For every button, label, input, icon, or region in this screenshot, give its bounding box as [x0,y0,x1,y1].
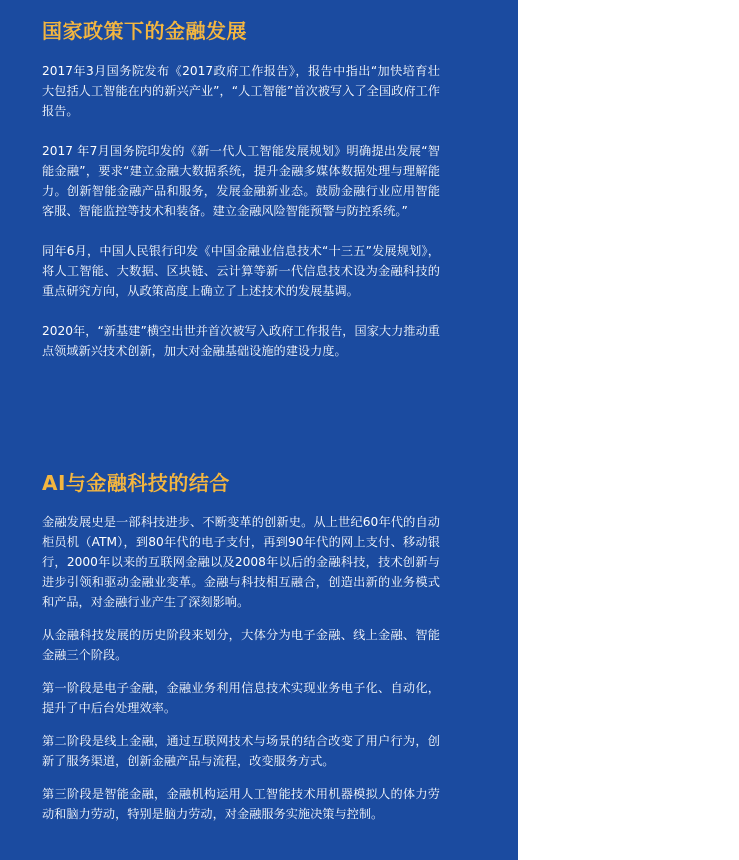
section-policy [42,17,440,361]
section-ai-fintech [42,469,440,824]
paragraph: 2017 年7月国务院印发的《新一代人工智能发展规划》明确提出发展“智能金融”，要求“建立金融大数据系统，提升金融多媒体数据处理与理解能力。创新智能金融产品和服务，发展金融新业态。鼓励金融行业应用智能客服、智能监控等技术和装备。建立金融风险智能预警与防控系统。” [42,144,440,218]
paragraph: 金融发展史是一部科技进步、不断变革的创新史。从上世纪60年代的自动柜员机（ATM），到80年代的电子支付，再到90年代的网上支付、移动银行，2000年以来的互联网金融以及2008年以后的金融科技，技术创新与进步引领和驱动金融业变革。金融与科技相互融合，创造出新的业务模式和产品，对金融行业产生了深刻影响。 [42,515,440,609]
paragraph: 第三阶段是智能金融，金融机构运用人工智能技术用机器模拟人的体力劳动和脑力劳动，特别是脑力劳动，对金融服务实施决策与控制。 [42,787,440,821]
paragraph: 第二阶段是线上金融，通过互联网技术与场景的结合改变了用户行为，创新了服务渠道，创新金融产品与流程，改变服务方式。 [42,734,440,768]
section-title-ai-fintech: AI与金融科技的结合 [42,471,230,495]
section-title-policy: 国家政策下的金融发展 [42,19,247,43]
paragraph: 第一阶段是电子金融，金融业务利用信息技术实现业务电子化、自动化，提升了中后台处理效率。 [42,681,440,715]
paragraph: 2020年，“新基建”横空出世并首次被写入政府工作报告，国家大力推动重点领域新兴技术创新，加大对金融基础设施的建设力度。 [42,324,440,358]
paragraph: 同年6月，中国人民银行印发《中国金融业信息技术“十三五”发展规划》，将人工智能、大数据、区块链、云计算等新一代信息技术设为金融科技的重点研究方向，从政策高度上确立了上述技术的发展基调。 [42,244,440,298]
paragraph: 2017年3月国务院发布《2017政府工作报告》，报告中指出“加快培育壮大包括人工智能在内的新兴产业”，“人工智能”首次被写入了全国政府工作报告。 [42,64,440,118]
paragraph: 从金融科技发展的历史阶段来划分，大体分为电子金融、线上金融、智能金融三个阶段。 [42,628,440,662]
